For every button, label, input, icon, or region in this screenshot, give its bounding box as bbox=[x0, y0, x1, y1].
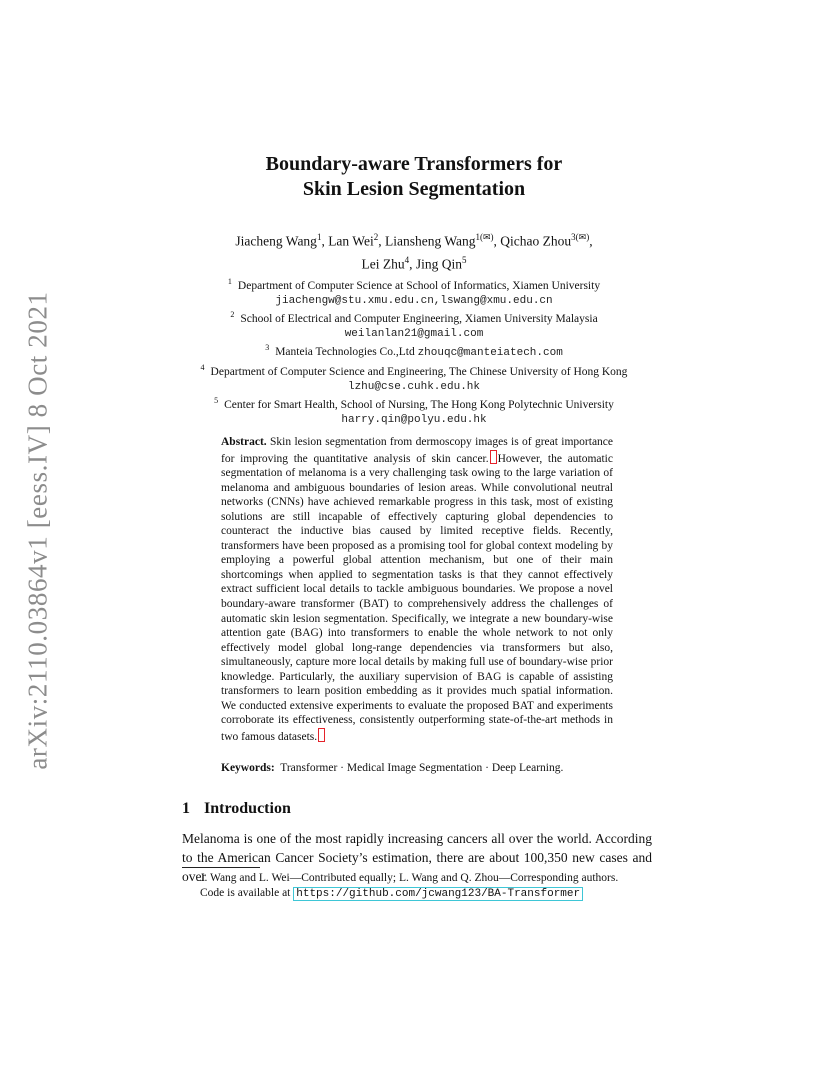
affiliation-name: Manteia Technologies Co.,Ltd bbox=[275, 346, 415, 359]
code-url-link[interactable]: https://github.com/jcwang123/BA-Transformer bbox=[293, 887, 583, 901]
affiliation-2 bbox=[0, 308, 828, 327]
section-heading bbox=[182, 800, 291, 818]
affiliation-5 bbox=[0, 394, 828, 413]
citation-link[interactable] bbox=[490, 450, 497, 464]
affiliation-1 bbox=[0, 275, 828, 294]
affiliation-email: harry.qin@polyu.edu.hk bbox=[341, 413, 487, 426]
affiliation-email: jiachengw@stu.xmu.edu.cn,lswang@xmu.edu.cn bbox=[275, 294, 553, 307]
keywords-label: Keywords: bbox=[221, 762, 275, 774]
affiliation-number: 2 bbox=[230, 310, 235, 320]
footnote-rule bbox=[182, 867, 260, 868]
title-line-2: Skin Lesion Segmentation bbox=[302, 178, 526, 200]
author-name: Liansheng Wang bbox=[384, 233, 476, 249]
abstract-text-part2: However, the automatic segmentation of melanoma is a very challenging task owing to the large variation of melanoma and ambiguous boundaries of lesion areas. While convolutional neutral networks (CNNs) have achieved remarkable progress in this task, most of existing solutions are still incapable of effectively capturing global dependencies to counteract the inductive bias caused by limited receptive fields. Recently, transformers have been proposed as a promising tool for global context modeling by employing a powerful global attention mechanism, but one of their main shortcomings when applied to segmentation tasks is that they cannot effectively extract sufficient local details to tackle ambiguous boundaries. We propose a novel boundary-aware transformer (BAT) to comprehensively address the challenges of automatic skin lesion segmentation. Specifically, we integrate a new boundary-wise attention gate (BAG) into transformers to enable the whole network to not only effectively model global long-range dependencies via transformers but also, simultaneously, capture more local details by making full use of boundary-wise prior knowledge. Particularly, the auxiliary supervision of BAG is capable of assisting transformers to learn position embedding as it provides much spatial information. We conducted extensive experiments to evaluate the proposed BAT and experiments corroborate its effectiveness, consistently outperforming state-of-the-art methods in two famous datasets. bbox=[221, 452, 613, 743]
author-name: Lan Wei bbox=[328, 233, 374, 249]
affiliation-email: lzhu@cse.cuhk.edu.hk bbox=[347, 380, 481, 393]
affiliation-number: 3 bbox=[265, 343, 270, 353]
affiliation-name: School of Electrical and Computer Engineering, Xiamen University Malaysia bbox=[240, 313, 598, 326]
section-title: Introduction bbox=[204, 800, 291, 817]
footnote-contributions: J. Wang and L. Wei—Contributed equally; L. Wang and Q. Zhou—Corresponding authors. bbox=[200, 872, 619, 884]
author-name: Lei Zhu bbox=[361, 256, 405, 271]
author-list: Jiacheng Wang$^1$, Lan Wei$^2$, Liansheng Wang$^{1(✉)}$, Qichao Zhou$^{3(✉)}$, Lei Zhu$^4$, Jing Qin$^5$ bbox=[235, 232, 593, 271]
arxiv-identifier: arXiv:2110.03864v1 [eess.IV] 8 Oct 2021 bbox=[22, 290, 53, 770]
code-label: Code is available at bbox=[200, 887, 291, 899]
footnotes bbox=[200, 871, 660, 902]
author-affil-marker: 3(✉) bbox=[571, 232, 590, 242]
title-line-1: Boundary-aware Transformers for bbox=[265, 153, 563, 175]
affiliation-number: 1 bbox=[227, 277, 232, 286]
abstract bbox=[221, 435, 613, 744]
paper-title bbox=[0, 152, 828, 202]
affiliation-name: Department of Computer Science at School of Informatics, Xiamen University bbox=[237, 279, 601, 292]
footnote-link[interactable] bbox=[318, 728, 325, 742]
abstract-text-part1: Skin lesion segmentation from dermoscopy images is of great importance for improving the quantitative analysis of skin cancer. bbox=[221, 436, 614, 465]
affiliation-3 bbox=[0, 341, 828, 361]
keywords bbox=[221, 762, 621, 774]
affiliation-number: 5 bbox=[214, 396, 219, 406]
author-affil-marker: 5 bbox=[462, 254, 467, 265]
author-affil-marker: 2 bbox=[373, 232, 379, 242]
author-name: Jing Qin bbox=[415, 256, 462, 271]
affiliation-number: 4 bbox=[200, 363, 205, 372]
author-affil-marker: 1 bbox=[316, 232, 322, 242]
affiliations bbox=[0, 275, 828, 427]
abstract-label: Abstract. bbox=[221, 436, 267, 448]
affiliation-name: Center for Smart Health, School of Nursing, The Hong Kong Polytechnic University bbox=[224, 399, 614, 412]
affiliation-email: zhouqc@manteiatech.com bbox=[417, 347, 563, 360]
author-affil-marker: 1(✉) bbox=[475, 232, 494, 242]
author-name: Qichao Zhou bbox=[500, 233, 572, 249]
author-name: Jiacheng Wang bbox=[235, 233, 317, 249]
author-affil-marker: 4 bbox=[404, 254, 410, 265]
section-number: 1 bbox=[182, 800, 190, 817]
affiliation-email: weilanlan21@gmail.com bbox=[344, 327, 484, 340]
affiliation-name: Department of Computer Science and Engineering, The Chinese University of Hong Kong bbox=[210, 365, 628, 378]
affiliation-4 bbox=[0, 361, 828, 380]
keywords-text: Transformer · Medical Image Segmentation · Deep Learning. bbox=[280, 762, 564, 774]
footnote-code bbox=[200, 886, 660, 902]
intro-paragraph: Melanoma is one of the most rapidly increasing cancers all over the world. According to the American Cancer Society’s estimation, there are about 100,350 new cases and over bbox=[182, 831, 652, 884]
